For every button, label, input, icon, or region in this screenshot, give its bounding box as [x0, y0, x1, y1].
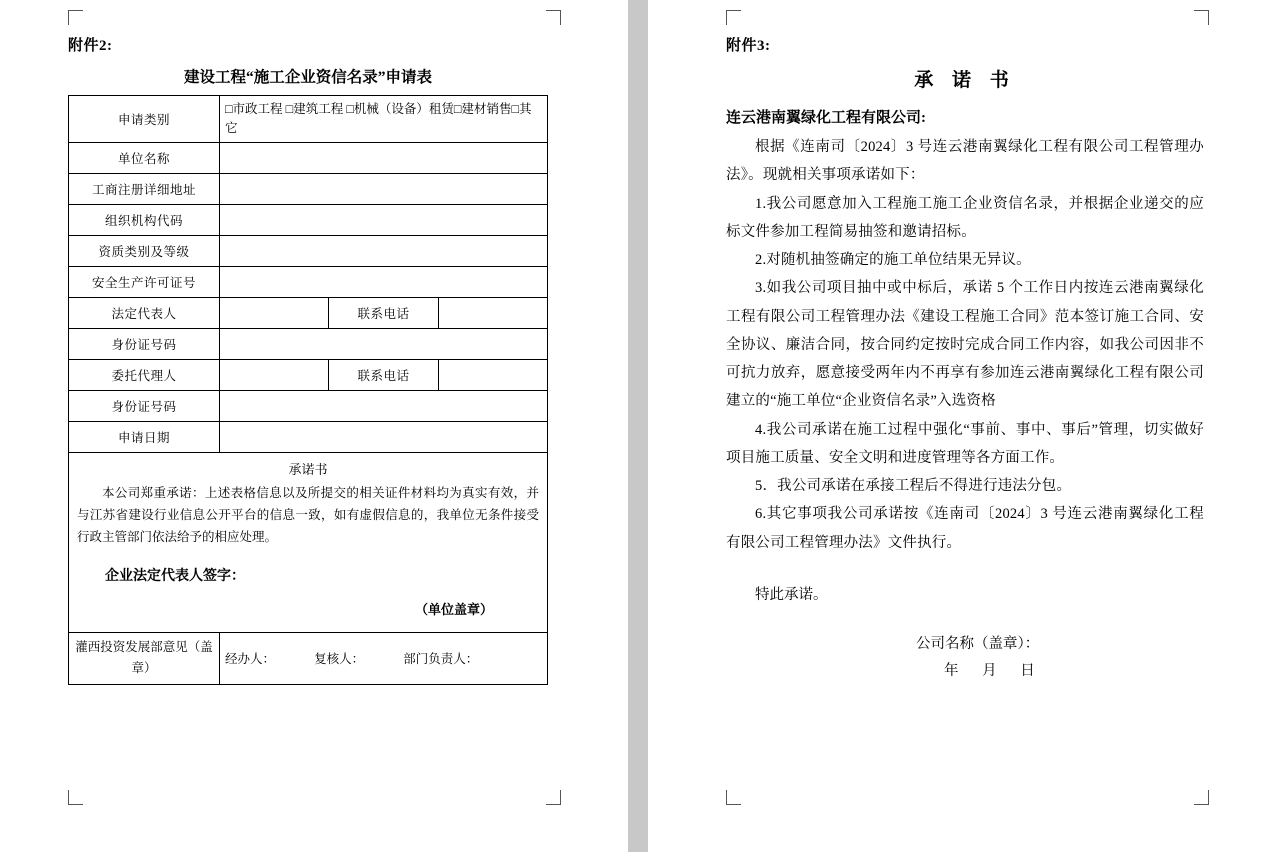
field-label-qualification: 资质类别及等级	[69, 235, 220, 266]
promise-title: 承诺书	[288, 461, 328, 477]
field-value-apply-date[interactable]	[220, 421, 548, 452]
field-value-org-code[interactable]	[220, 204, 548, 235]
commitment-paragraph: 5．我公司承诺在承接工程后不得进行违法分包。	[755, 478, 1072, 495]
commitment-letter-title: 承 诺 书	[914, 70, 1016, 91]
commitment-paragraph: 1.我公司愿意加入工程施工施工企业资信名录，并根据企业递交的应标文件参加工程简易抽签和邀请招标。	[726, 195, 1204, 240]
field-label-apply-date: 申请日期	[69, 421, 220, 452]
field-value-agent[interactable]	[220, 359, 329, 390]
table-row	[69, 633, 548, 685]
crop-mark-top-left-icon	[68, 10, 83, 25]
field-value-category-options[interactable]: □市政工程 □建筑工程 □机械（设备）租赁□建材销售□其它	[220, 96, 548, 143]
table-row	[69, 173, 548, 204]
left-page-content	[68, 34, 548, 685]
commitment-paragraph: 6.其它事项我公司承诺按《连南司〔2024〕3 号连云港南翼绿化工程有限公司工程管理办法》文件执行。	[726, 506, 1204, 551]
application-form-title: 建设工程“施工企业资信名录”申请表	[183, 69, 432, 86]
document-page-left	[0, 0, 628, 852]
field-label-phone-2: 联系电话	[329, 359, 438, 390]
field-value-id-2[interactable]	[220, 390, 548, 421]
application-form-table	[68, 95, 548, 685]
table-row	[69, 204, 548, 235]
table-row	[69, 142, 548, 173]
table-row	[69, 96, 548, 143]
table-row	[69, 235, 548, 266]
field-value-unit-name[interactable]	[220, 142, 548, 173]
promise-section	[69, 452, 548, 633]
table-row	[69, 266, 548, 297]
closing-statement: 特此承诺。	[755, 586, 828, 603]
field-label-unit-name: 单位名称	[69, 142, 220, 173]
crop-mark-bottom-left-icon	[68, 790, 83, 805]
date-line[interactable]: 年 月 日	[944, 662, 1045, 679]
field-value-phone-1[interactable]	[438, 297, 547, 328]
commitment-paragraph: 3.如我公司项目抽中或中标后，承诺 5 个工作日内按连云港南翼绿化工程有限公司工程管理办法《建设工程施工合同》范本签订施工合同、安全协议、廉洁合同，按合同约定按时完成合同工作内容，如我公司因非不可抗力放弃，愿意接受两年内不再享有参加连云港南翼绿化工程有限公司建立的“施工单位“企业资信名录”入选资格	[726, 280, 1204, 410]
commitment-paragraph: 2.对随机抽签确定的施工单位结果无异议。	[755, 252, 1031, 269]
field-label-safety-license: 安全生产许可证号	[69, 266, 220, 297]
commitment-paragraph: 4.我公司承诺在施工过程中强化“事前、事中、事后”管理，切实做好项目施工质量、安全文明和进度管理等各方面工作。	[726, 421, 1204, 466]
field-label-category: 申请类别	[69, 96, 220, 143]
crop-mark-bottom-left-icon	[726, 790, 741, 805]
officers-row	[220, 633, 548, 685]
field-label-org-code: 组织机构代码	[69, 204, 220, 235]
field-value-id-1[interactable]	[220, 328, 548, 359]
promise-body: 本公司郑重承诺：上述表格信息以及所提交的相关证件材料均为真实有效，并与江苏省建设行业信息公开平台的信息一致，如有虚假信息的，我单位无条件接受行政主管部门依法给予的相应处理。	[77, 486, 539, 544]
document-page-right	[648, 0, 1286, 852]
officer-head-label[interactable]: 部门负责人：	[403, 652, 479, 667]
crop-mark-top-left-icon	[726, 10, 741, 25]
field-value-address[interactable]	[220, 173, 548, 204]
table-row	[69, 390, 548, 421]
attachment-label-2: 附件2:	[68, 38, 113, 54]
attachment-label-3: 附件3:	[726, 38, 771, 54]
field-value-phone-2[interactable]	[438, 359, 547, 390]
field-label-id-2: 身份证号码	[69, 390, 220, 421]
unit-seal-label: （单位盖章）	[414, 602, 493, 618]
addressee-company-name: 连云港南翼绿化工程有限公司:	[726, 110, 926, 126]
company-seal-label[interactable]: 公司名称（盖章）：	[916, 635, 1040, 652]
field-label-address: 工商注册详细地址	[69, 173, 220, 204]
crop-mark-bottom-right-icon	[1194, 790, 1209, 805]
crop-mark-top-right-icon	[546, 10, 561, 25]
crop-mark-bottom-right-icon	[546, 790, 561, 805]
table-row	[69, 297, 548, 328]
field-label-agent: 委托代理人	[69, 359, 220, 390]
table-row	[69, 421, 548, 452]
field-label-id-1: 身份证号码	[69, 328, 220, 359]
field-value-qualification[interactable]	[220, 235, 548, 266]
crop-mark-top-right-icon	[1194, 10, 1209, 25]
field-label-legal-rep: 法定代表人	[69, 297, 220, 328]
field-label-phone-1: 联系电话	[329, 297, 438, 328]
table-row	[69, 452, 548, 633]
table-row	[69, 359, 548, 390]
department-opinion-label: 灌西投资发展部意见（盖章）	[69, 633, 220, 685]
table-row	[69, 328, 548, 359]
officer-reviewer-label[interactable]: 复核人：	[314, 652, 365, 667]
right-page-content	[726, 34, 1204, 680]
commitment-paragraph: 根据《连南司〔2024〕3 号连云港南翼绿化工程有限公司工程管理办法》。现就相关事项承诺如下：	[726, 139, 1204, 184]
officer-handler-label[interactable]: 经办人：	[225, 652, 276, 667]
field-value-safety-license[interactable]	[220, 266, 548, 297]
field-value-legal-rep[interactable]	[220, 297, 329, 328]
legal-rep-signature-label[interactable]: 企业法定代表人签字：	[105, 568, 245, 584]
